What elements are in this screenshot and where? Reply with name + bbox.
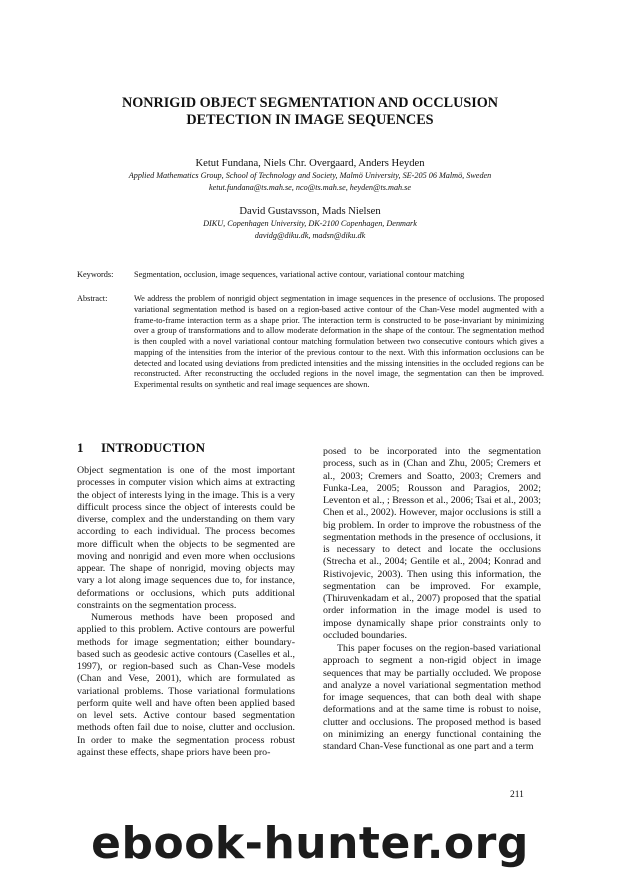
- author-block-2: [60, 205, 560, 242]
- section-title: INTRODUCTION: [101, 440, 206, 455]
- left-column: [77, 465, 295, 759]
- section-number: 1: [77, 440, 84, 455]
- title-line-1: NONRIGID OBJECT SEGMENTATION AND OCCLUSION: [121, 95, 499, 111]
- abstract-label: Abstract:: [77, 294, 108, 303]
- author-names: Ketut Fundana, Niels Chr. Overgaard, Anders Heyden: [195, 158, 425, 169]
- paper-title: [60, 95, 560, 129]
- section-heading: [77, 440, 205, 456]
- author-affiliation: DIKU, Copenhagen University, DK-2100 Copenhagen, Denmark: [203, 219, 417, 228]
- page-number: 211: [510, 790, 524, 800]
- right-column-paragraph-1: posed to be incorporated into the segmentation process, such as in (Chan and Zhu, 2005; Cremers et al., 2003; Cremers and Soatto, 2003; Cremers and Funka-Lea, 2005; Rousson and Paragios, 2002; Leventon et al., ; Bresson et al., 2006; Tsai et al., 2003; Chen et al., 2002). However, major occlusions is still a big problem. In order to improve the robustness of the segmentation methods in the presence of occlusions, it is necessary to detect and locate the occlusions (Strecha et al., 2004; Gentile et al., 2004; Konrad and Ristivojevic, 2003). Then using this information, the segmentation can be improved. For example, (Thiruvenkadam et al., 2007) proposed that the spatial order information in the image model is used to impose dynamically shape prior constraints only to occluded boundaries.: [323, 446, 541, 641]
- keywords-label: Keywords:: [77, 270, 114, 279]
- body-paragraph: Object segmentation is one of the most important processes in computer vision which aims at extracting the object of interests lying in the image. This is a very difficult process since the object of interests could be diverse, complex and the understanding on them vary according to each individual. The process becomes more difficult when the objects to be segmented are moving and nonrigid and even more when occlusions appear. The shape of nonrigid, moving objects may vary a lot along image sequences due to, for instance, deformations or occlusions, which puts additional constraints on the segmentation process.: [77, 465, 295, 611]
- abstract-text: We address the problem of nonrigid object segmentation in image sequences in the presence of occlusions. The proposed variational segmentation method is based on a region-based active contour of the Chan-Vese model augmented with a frame-to-frame interaction term as a shape prior. The interaction term is constructed to be pose-invariant by minimizing over a group of transformations and to allow moderate deformation in the shape of the contour. The segmentation method is then coupled with a novel variational contour matching formulation between two consecutive contours which gives a mapping of the intensities from the interior of the previous contour to the next. With this information occlusions can be detected and located using deviations from predicted intensities and the missing intensities in the occluded regions can be reconstructed. After reconstructing the occluded regions in the novel image, the segmentation can then be improved. Experimental results on synthetic and real image sequences are shown.: [134, 294, 544, 389]
- author-names: David Gustavsson, Mads Nielsen: [239, 206, 381, 217]
- watermark-text: ebook-hunter.org: [91, 818, 529, 869]
- right-column-paragraph-2: This paper focuses on the region-based variational approach to segment a non-rigid object in image sequences that may be partially occluded. We propose and analyze a novel variational segmentation method for image sequences, that can both deal with shape deformations and at the same time is robust to noise, clutter and occlusions. The proposed method is based on minimizing an energy functional containing the standard Chan-Vese functional as one part and a term: [323, 643, 541, 752]
- author-emails: davidg@diku.dk, madsn@diku.dk: [254, 231, 366, 240]
- title-line-2: DETECTION IN IMAGE SEQUENCES: [186, 112, 434, 128]
- author-affiliation: Applied Mathematics Group, School of Technology and Society, Malmö University, SE-205 06 Malmö, Sweden: [128, 171, 492, 180]
- keywords-text: Segmentation, occlusion, image sequences, variational active contour, variational contour matching: [134, 270, 465, 279]
- author-emails: ketut.fundana@ts.mah.se, nco@ts.mah.se, heyden@ts.mah.se: [208, 183, 411, 192]
- body-paragraph: Numerous methods have been proposed and applied to this problem. Active contours are powerful methods for image segmentation; either boundary-based such as geodesic active contours (Caselles et al., 1997), or region-based such as Chan-Vese models (Chan and Vese, 2001), which are formulated as variational problems. Those variational formulations perform quite well and have often been applied based on level sets. Active contour based segmentation methods often fail due to noise, clutter and occlusion. In order to make the segmentation process robust against these effects, shape priors have been pro-: [77, 612, 295, 758]
- author-block-1: [60, 157, 560, 194]
